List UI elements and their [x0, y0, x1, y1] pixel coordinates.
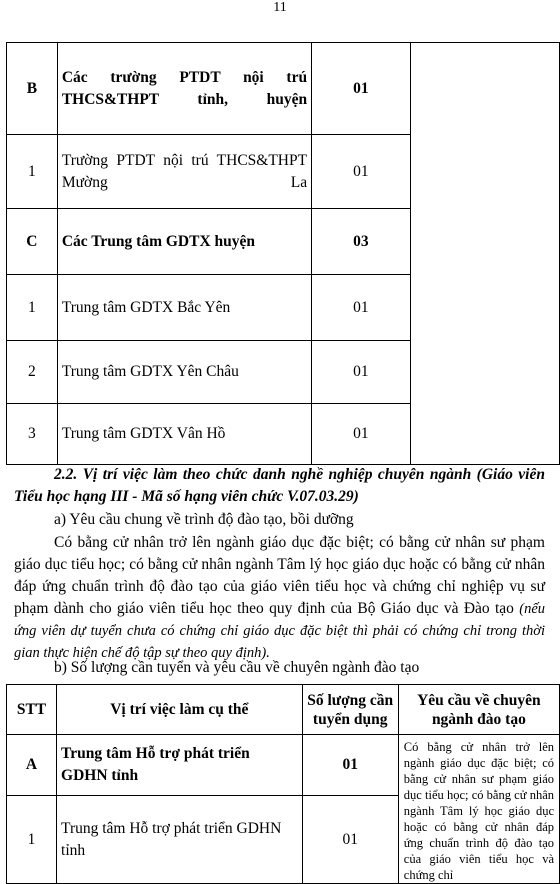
subsection-a: a) Yêu cầu chung về trình độ đào tạo, bồi dưỡng: [54, 511, 354, 528]
stt-cell: 2: [7, 341, 58, 404]
stt-cell: 1: [7, 796, 57, 884]
position-cell: Trung tâm GDTX Bắc Yên: [57, 275, 311, 341]
header-position: Vị trí việc làm cụ thể: [57, 685, 303, 735]
positions-table: [6, 684, 560, 884]
header-quantity: Số lượng cần tuyển dụng: [302, 685, 398, 735]
subsection-b: b) Số lượng cần tuyển và yêu cầu về chuyên ngành đào tạo: [54, 659, 420, 676]
quantity-cell: 01: [312, 341, 411, 404]
quantity-cell: 03: [312, 209, 411, 275]
page-number: 11: [273, 0, 287, 15]
stt-cell: 1: [7, 135, 58, 209]
position-cell: Trung tâm GDTX Yên Châu: [57, 341, 311, 404]
quantity-cell: 01: [312, 135, 411, 209]
quantity-cell: 01: [312, 43, 411, 135]
requirement-cell: [410, 43, 559, 465]
table-header-row: [7, 685, 560, 735]
position-cell: Trung tâm GDTX Vân Hồ: [57, 404, 311, 465]
quantity-cell: 01: [312, 404, 411, 465]
position-cell: Các Trung tâm GDTX huyện: [57, 209, 311, 275]
position-cell: Các trường PTDT nội trú THCS&THPT tỉnh, huyện: [57, 43, 311, 135]
quantity-cell: 01: [302, 735, 398, 796]
table-row: [7, 43, 560, 135]
section-heading: 2.2. Vị trí việc làm theo chức danh nghề nghiệp chuyên ngành (Giáo viên Tiểu học hạng III - Mã số hạng viên chức V.07.03.29): [14, 466, 545, 505]
table-row: [7, 735, 560, 796]
header-stt: STT: [7, 685, 57, 735]
stt-cell: C: [7, 209, 58, 275]
stt-cell: A: [7, 735, 57, 796]
requirements-text: Có bằng cử nhân trở lên ngành giáo dục đặc biệt; có bằng cử nhân sư phạm giáo dục tiểu học; có bằng cử nhân ngành Tâm lý học giáo dục hoặc có bằng cử nhân đáp ứng chuẩn trình độ đào tạo của giáo viên tiểu học và chứng chỉ nghiệp vụ sư phạm dành cho giáo viên tiểu học theo quy định của Bộ Giáo dục và Đào tạo: [14, 534, 545, 617]
stt-cell: 3: [7, 404, 58, 465]
quantity-cell: 01: [302, 796, 398, 884]
header-requirement: Yêu cầu về chuyên ngành đào tạo: [398, 685, 559, 735]
position-cell: Trung tâm Hỗ trợ phát triển GDHN tỉnh: [57, 796, 303, 884]
quantity-cell: 01: [312, 275, 411, 341]
stt-cell: 1: [7, 275, 58, 341]
requirements-note: (nếu ứng viên dự tuyển chưa có chứng chỉ giáo dục đặc biệt thì phải có chứng chỉ trong thời gian thực hiện chế độ tập sự theo quy định).: [14, 601, 545, 661]
position-cell: Trường PTDT nội trú THCS&THPT Mường La: [57, 135, 311, 209]
position-cell: Trung tâm Hỗ trợ phát triển GDHN tỉnh: [57, 735, 303, 796]
positions-table-continued: [6, 42, 560, 465]
stt-cell: B: [7, 43, 58, 135]
requirements-paragraph: [14, 532, 545, 664]
requirement-cell: Có bằng cử nhân trở lên ngành giáo dục đặc biệt; có bằng cử nhân sư phạm giáo dục tiểu học; có bằng cử nhân ngành Tâm lý học giáo dục hoặc có bằng cử nhân đáp ứng chuẩn trình độ đào tạo của giáo viên tiểu học và chứng chỉ: [398, 735, 559, 884]
